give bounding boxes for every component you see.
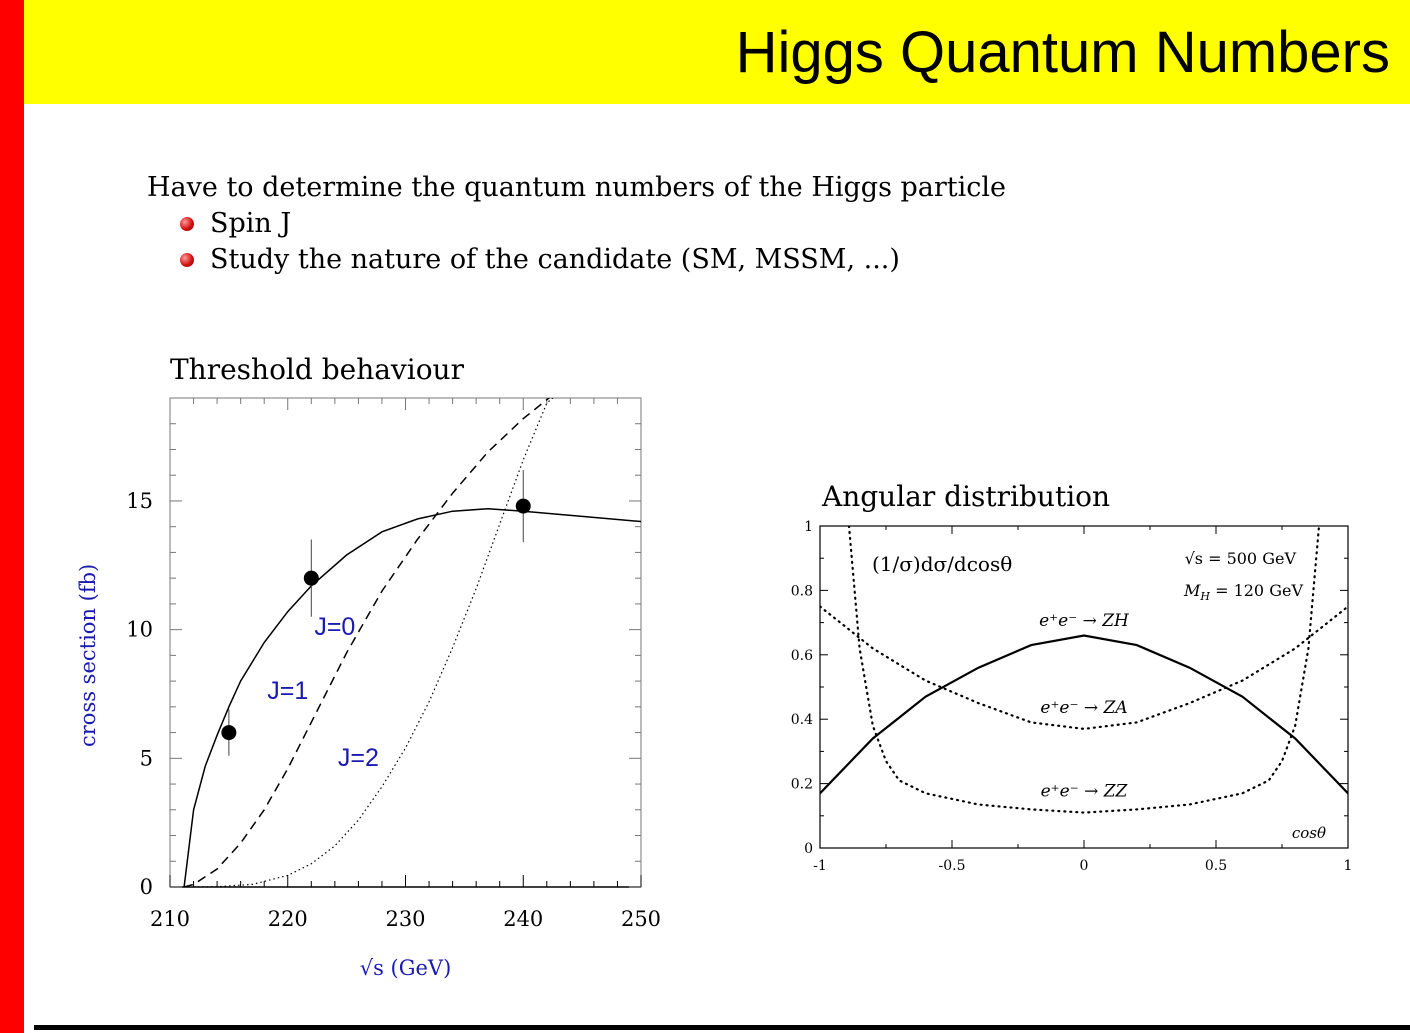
y-tick-label: 0.2 [790,776,813,793]
series-label: J=2 [337,744,379,773]
y-tick-label: 0.6 [790,647,813,664]
x-tick-label: 0 [1079,858,1089,874]
x-tick-label: 210 [149,907,191,931]
intro-text: Have to determine the quantum numbers of the Higgs particle [147,172,1007,203]
y-tick-label: 0 [804,841,813,857]
threshold-heading: Threshold behaviour [170,353,464,386]
bullet-text: Study the nature of the candidate (SM, MSSM, ...) [210,244,900,275]
x-axis-label: √s (GeV) [359,956,452,980]
y-tick-label: 0 [139,875,153,899]
annotation-energy: √s = 500 GeV [1184,549,1296,568]
x-axis-label: cosθ [1291,824,1326,842]
x-tick-label: -1 [813,858,827,874]
x-tick-label: 230 [385,907,426,931]
x-tick-label: 0.5 [1204,858,1228,874]
annotation-mass [1183,581,1303,603]
series-line-j2 [184,393,558,887]
y-tick-label: 0.4 [790,712,813,729]
series-label: J=1 [267,677,309,706]
slide-title: Higgs Quantum Numbers [735,20,1390,85]
y-tick-label: 1 [804,519,813,535]
y-tick-label: 15 [126,488,153,513]
x-tick-label: 1 [1343,858,1353,874]
x-tick-label: 220 [267,907,308,931]
y-tick-label: 5 [139,746,153,771]
series-line-j0 [184,509,641,887]
data-point [221,725,236,740]
annotation-mass-value: = 120 GeV [1209,581,1303,600]
series-label: e⁺e⁻ → ZZ [1040,781,1128,802]
bullet-text: Spin J [210,208,292,239]
y-tick-label: 10 [126,617,153,642]
y-axis-label: cross section (fb) [76,563,100,747]
series-line-j1 [184,390,558,887]
footer-divider [34,1025,1410,1030]
data-point [516,499,531,514]
series-label: e⁺e⁻ → ZA [1040,697,1128,718]
x-tick-label: 250 [620,907,662,931]
x-tick-label: 240 [503,907,544,931]
data-point [304,571,319,586]
annotation-mass-subscript: H [1200,590,1210,603]
annotation-mass-symbol: M [1184,581,1201,600]
series-label: e⁺e⁻ → ZH [1039,610,1129,631]
angular-heading: Angular distribution [822,480,1111,513]
threshold-plot-frame [170,398,641,887]
x-tick-label: -0.5 [938,858,966,874]
y-tick-label: 0.8 [790,583,813,600]
annotation-formula: (1/σ)dσ/dcosθ [872,552,1013,576]
series-label: J=0 [314,612,356,641]
